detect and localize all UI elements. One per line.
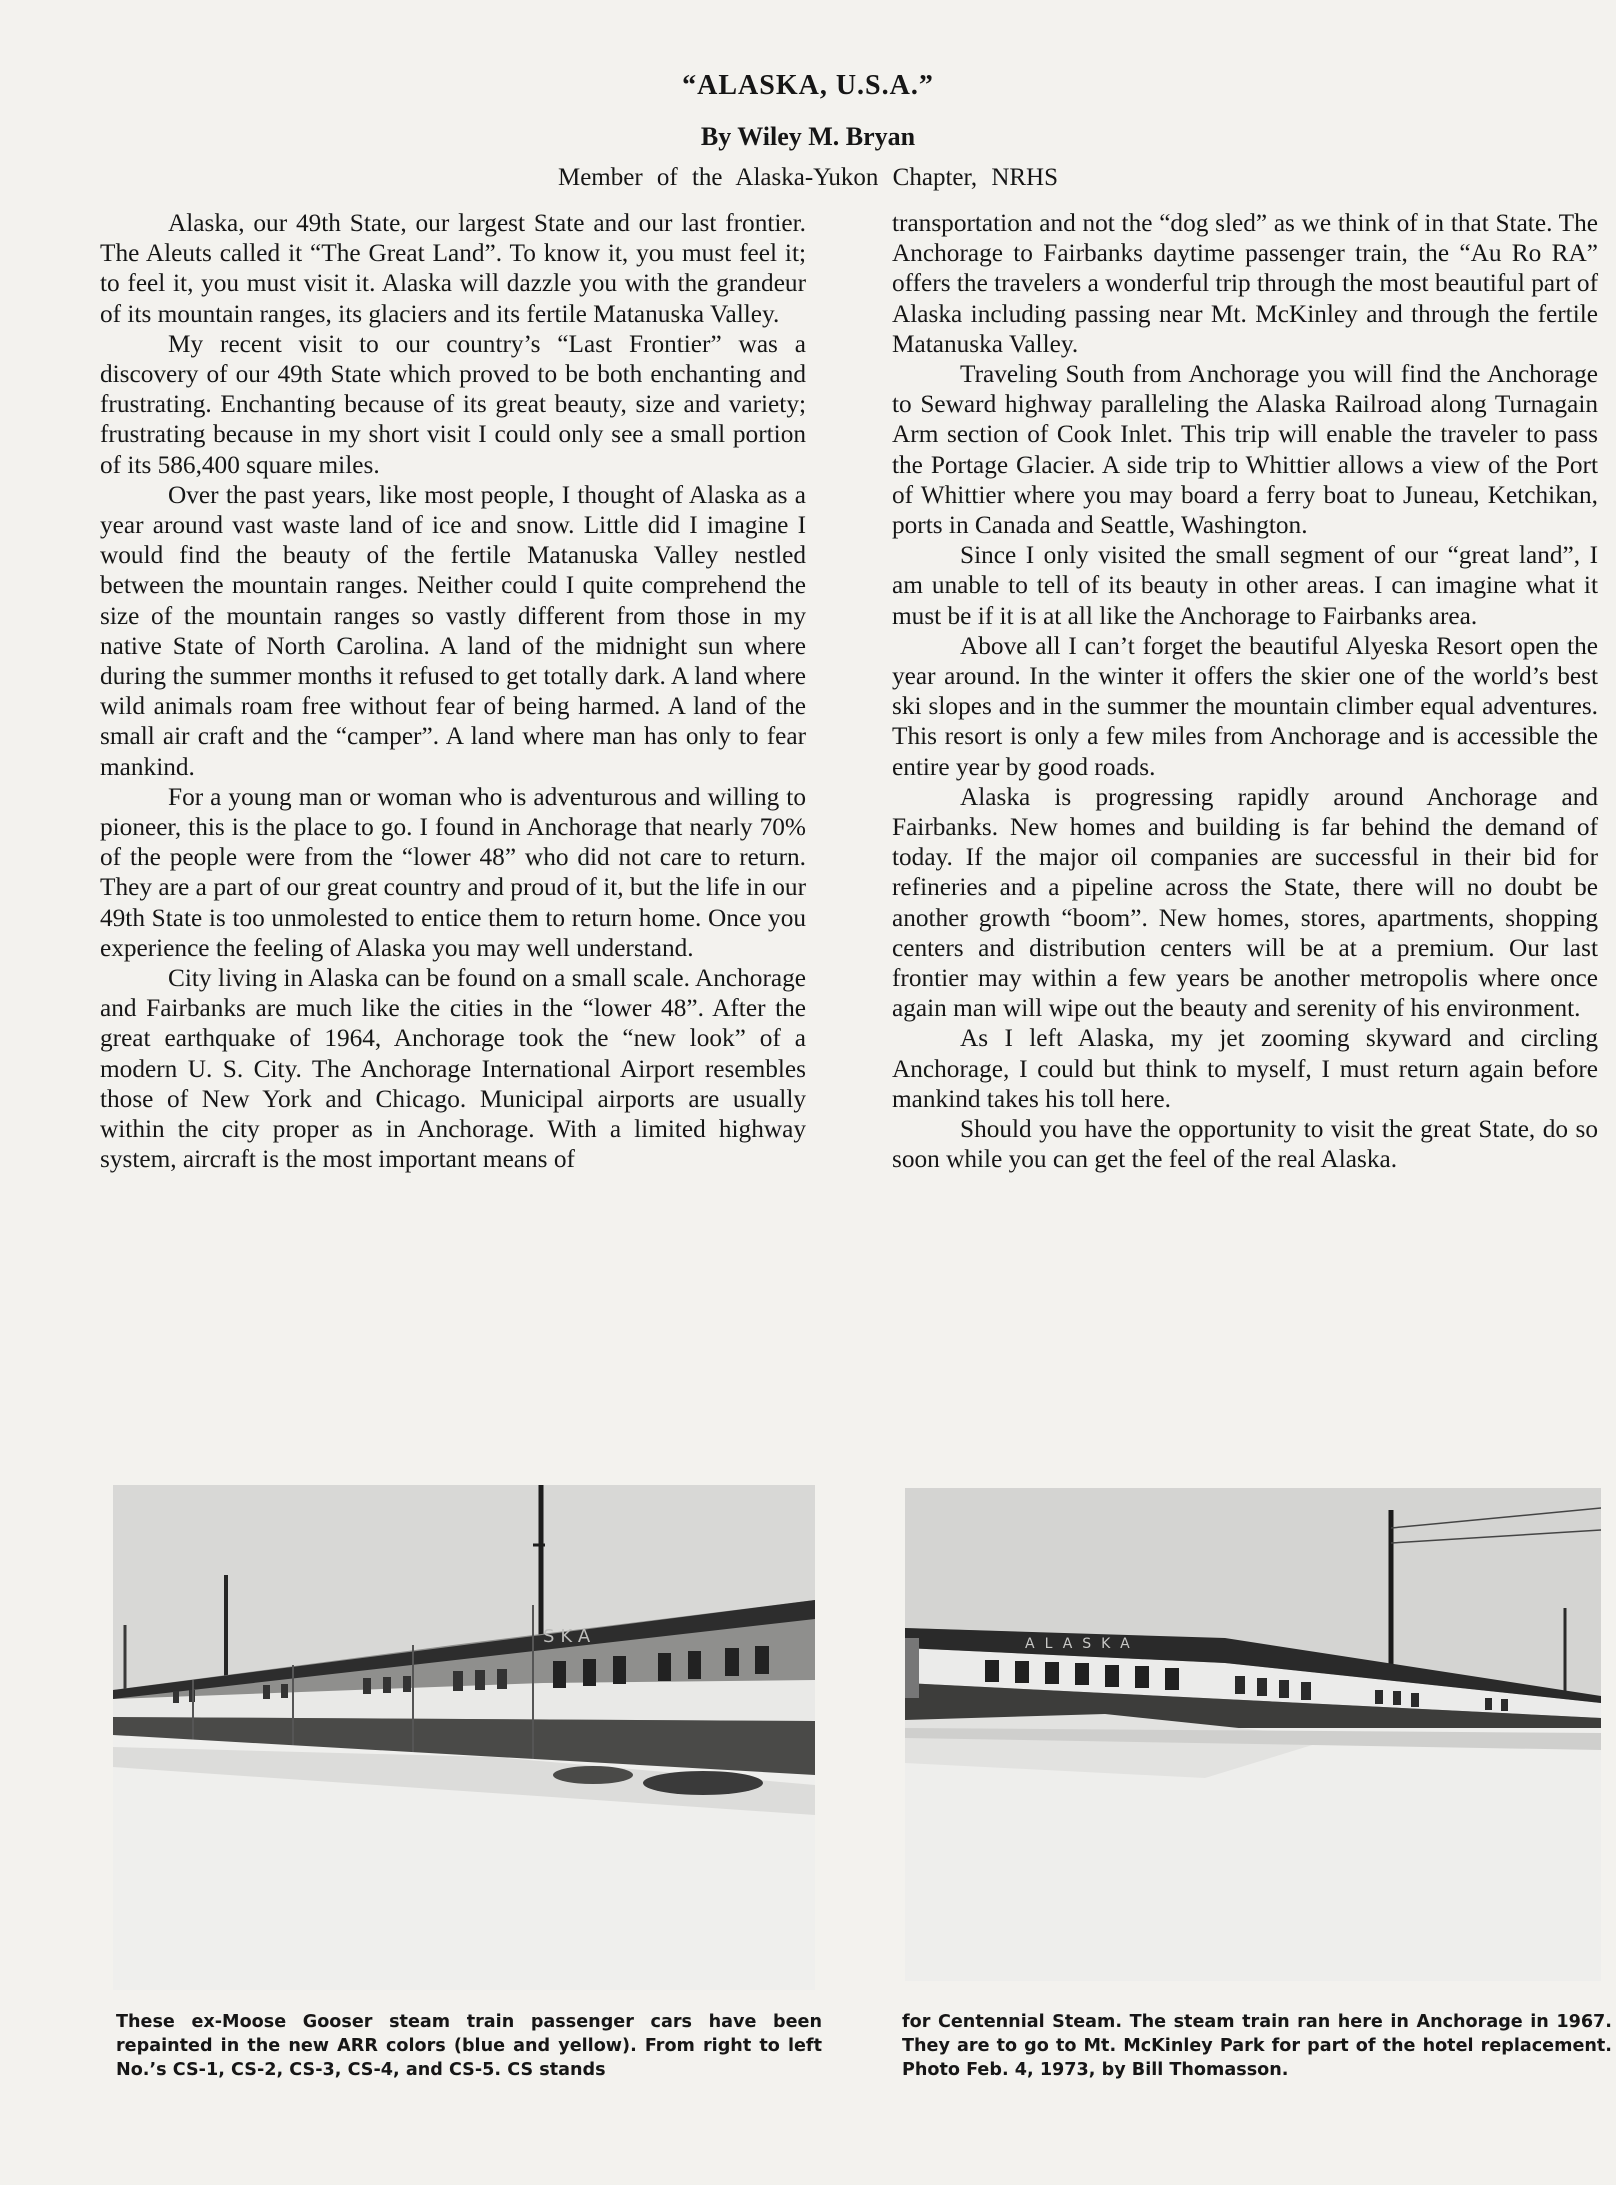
left-text-column [100, 208, 806, 1175]
paragraph: Above all I can’t forget the beautiful Alyeska Resort open the year around. In the winter it offers the skier one of the world’s best ski slopes and in the summer the mountain climber equal adventures. This resort is only a few miles from Anchorage and is accessible the entire year by good roads. [892, 631, 1598, 781]
paragraph: Since I only visited the small segment of our “great land”, I am unable to tell of its beauty in other areas. I can imagine what it must be if it is at all like the Anchorage to Fairbanks area. [892, 541, 1598, 630]
car-lettering-left: SKA [543, 1626, 597, 1647]
car-lettering-right: ALASKA [1025, 1636, 1140, 1652]
paragraph: For a young man or woman who is adventurous and willing to pioneer, this is the place to go. I found in Anchorage that nearly 70% of the people were from the “lower 48” who did not care to return. They are a part of our great country and proud of it, but the life in our 49th State is too unmolested to entice them to return home. Once you experience the feeling of Alaska you may well understand. [100, 782, 806, 962]
photo-caption-right: for Centennial Steam. The steam train ran here in Anchorage in 1967. They are to go to Mt. McKinley Park for part of the hotel replacement. Photo Feb. 4, 1973, by Bill Thomasson. [902, 2012, 1612, 2080]
photo-caption-left: These ex-Moose Gooser steam train passenger cars have been repainted in the new ARR colors (blue and yellow). From right to left No.’s CS-1, CS-2, CS-3, CS-4, and CS-5. CS stands [116, 2012, 822, 2080]
paragraph-continuation: transportation and not the “dog sled” as we think of in that State. The Anchorage to Fairbanks daytime passenger train, the “Au Ro RA” offers the travelers a wonderful trip through the most beautiful part of Alaska including passing near Mt. McKinley and through the fertile Matanuska Valley. [892, 209, 1598, 358]
paragraph: Traveling South from Anchorage you will find the Anchorage to Seward highway paralleling the Alaska Railroad along Turnagain Arm section of Cook Inlet. This trip will enable the traveler to pass the Portage Glacier. A side trip to Whittier allows a view of the Port of Whittier where you may board a ferry boat to Juneau, Ketchikan, ports in Canada and Seattle, Washington. [892, 360, 1598, 540]
paragraph: Alaska, our 49th State, our largest State and our last frontier. The Aleuts called it “The Great Land”. To know it, you must feel it; to feel it, you must visit it. Alaska will dazzle you with the grandeur of its mountain ranges, its glaciers and its fertile Matanuska Valley. [100, 209, 806, 328]
train-cars-photo-right [905, 1488, 1601, 1981]
paragraph: My recent visit to our country’s “Last Frontier” was a discovery of our 49th State which proved to be both enchanting and frustrating. Enchanting because of its great beauty, size and variety; frustrating because in my short visit I could only see a small portion of its 586,400 square miles. [100, 329, 806, 479]
paragraph: Over the past years, like most people, I thought of Alaska as a year around vast waste land of ice and snow. Little did I imagine I would find the beauty of the fertile Matanuska Valley nestled between the mountain ranges. Neither could I quite comprehend the size of the mountain ranges so vastly different from those in my native State of North Carolina. A land of the midnight sun where during the summer months it refused to get totally dark. A land where wild animals roam free without fear of being harmed. A land of the small air craft and the “camper”. A land where man has only to fear mankind. [100, 480, 806, 781]
article-byline: By Wiley M. Bryan [700, 122, 916, 151]
train-photo-right-image [905, 1488, 1601, 1981]
train-cars-photo-left [113, 1485, 815, 1990]
paragraph: City living in Alaska can be found on a small scale. Anchorage and Fairbanks are much like the cities in the “lower 48”. After the great earthquake of 1964, Anchorage took the “new look” of a modern U. S. City. The Anchorage International Airport resembles those of New York and Chicago. Municipal airports are usually within the city proper as in Anchorage. With a limited highway system, aircraft is the most important means of [100, 964, 806, 1174]
right-text-column [892, 208, 1598, 1175]
author-affiliation: Member of the Alaska-Yukon Chapter, NRHS [557, 164, 1059, 191]
paragraph: Should you have the opportunity to visit the great State, do so soon while you can get the feel of the real Alaska. [892, 1115, 1598, 1174]
paragraph: As I left Alaska, my jet zooming skyward and circling Anchorage, I could but think to myself, I must return again before mankind takes his toll here. [892, 1024, 1598, 1113]
train-photo-left-image [113, 1485, 815, 1990]
paragraph: Alaska is progressing rapidly around Anchorage and Fairbanks. New homes and building is far behind the demand of today. If the major oil companies are successful in their bid for refineries and a pipeline across the State, there will no doubt be another growth “boom”. New homes, stores, apartments, shopping centers and distribution centers will be at a premium. Our last frontier may within a few years be another metropolis where once again man will wipe out the beauty and serenity of his environment. [892, 782, 1598, 1023]
article-title: “ALASKA, U.S.A.” [682, 70, 934, 101]
